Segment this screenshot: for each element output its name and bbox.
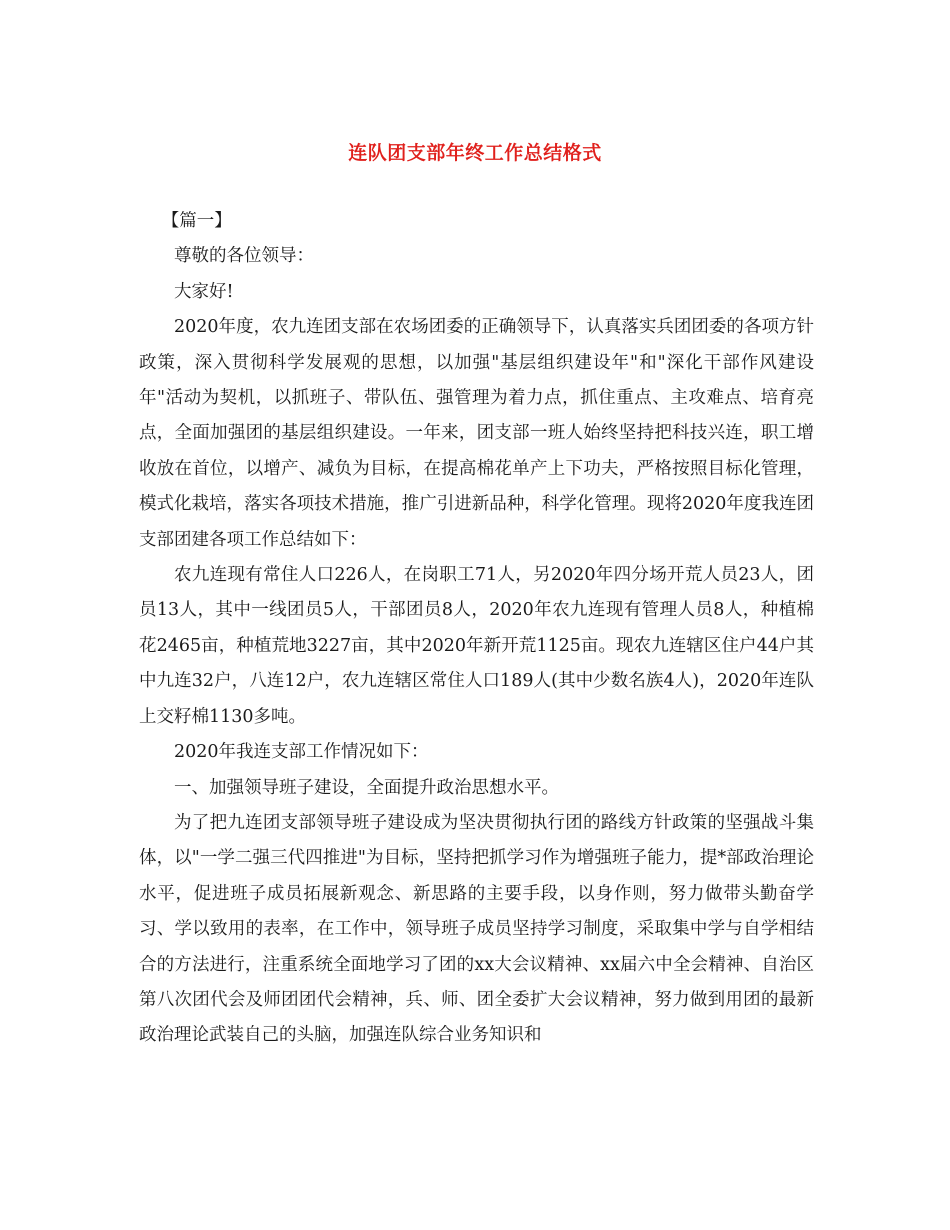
document-body — [139, 204, 814, 1054]
paragraph-leadership: 为了把九连团支部领导班子建设成为坚决贯彻执行团的路线方针政策的坚强战斗集体，以"一学二强三代四推进"为目标，坚持把抓学习作为增强班子能力，提*部政治理论水平，促进班子成员拓展新观念、新思路的主要手段，以身作则，努力做带头勤奋学习、学以致用的表率，在工作中，领导班子成员坚持学习制度，采取集中学与自学相结合的方法进行，注重系统全面地学习了团的xx大会议精神、xx届六中全会精神、自治区第八次团代会及师团团代会精神，兵、师、团全委扩大会议精神，努力做到用团的最新政治理论武装自己的头脑，加强连队综合业务知识和 — [139, 812, 814, 1046]
paragraph-work-overview: 2020年我连支部工作情况如下： — [174, 742, 429, 763]
paragraph-statistics: 农九连现有常住人口226人，在岗职工71人，另2020年四分场开荒人员23人，团员13人，其中一线团员5人，干部团员8人，2020年农九连现有管理人员8人，种植棉花2465亩，种植荒地3227亩，其中2020年新开荒1125亩。现农九连辖区住户44户其中九连32户，八连12户，农九连辖区常住人口189人(其中少数名族4人)，2020年连队上交籽棉1130多吨。 — [139, 565, 814, 727]
greeting: 大家好! — [174, 281, 234, 302]
section-heading: 【篇一】 — [161, 211, 232, 231]
document-title: 连队团支部年终工作总结格式 — [348, 142, 602, 164]
salutation: 尊敬的各位领导： — [174, 246, 314, 267]
paragraph-intro: 2020年度，农九连团支部在农场团委的正确领导下，认真落实兵团团委的各项方针政策，深入贯彻科学发展观的思想，以加强"基层组织建设年"和"深化干部作风建设年"活动为契机，以抓班子、带队伍、强管理为着力点，抓住重点、主攻难点、培育亮点，全面加强团的基层组织建设。一年来，团支部一班人始终坚持把科技兴连，职工增收放在首位，以增产、减负为目标，在提高棉花单产上下功夫，严格按照目标化管理，模式化栽培，落实各项技术措施，推广引进新品种，科学化管理。现将2020年度我连团支部团建各项工作总结如下： — [139, 317, 814, 550]
subheading-leadership: 一、加强领导班子建设，全面提升政治思想水平。 — [174, 777, 559, 798]
